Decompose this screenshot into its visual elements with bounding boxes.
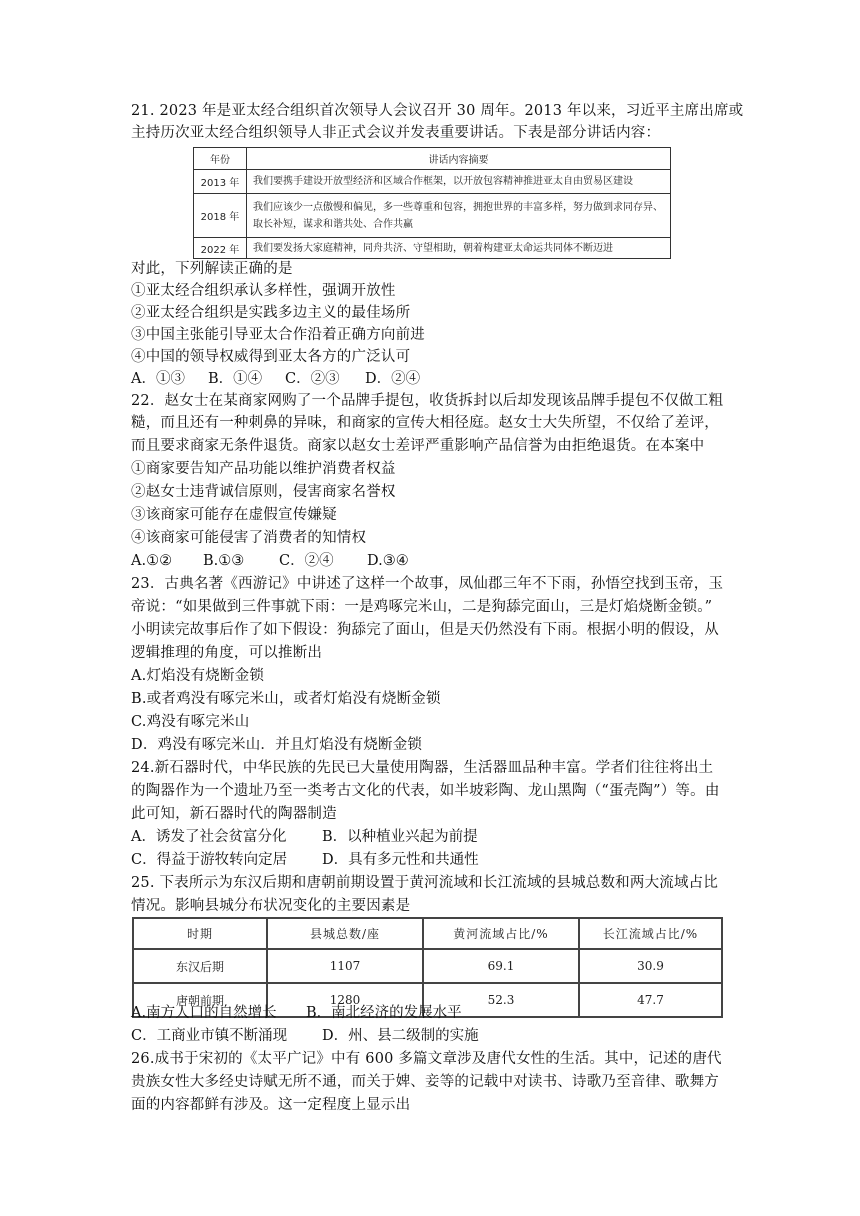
table-cell-content-line-2: 取长补短，谋求和谐共处、合作共赢	[253, 218, 413, 230]
q22-options	[131, 550, 409, 572]
q21-stem-line-2: 主持历次亚太经合组织领导人非正式会议并发表重要讲话。下表是部分讲话内容：	[131, 125, 661, 141]
q21-speech-table	[193, 147, 671, 259]
q22-stem-line-2: 糙，而且还有一种刺鼻的异味，和商家的宣传大相径庭。赵女士大失所望，不仅给了差评，	[131, 415, 719, 431]
table-row	[133, 949, 722, 983]
table-cell-year: 2013 年	[194, 170, 247, 194]
table-header-year: 年份	[194, 148, 247, 170]
option-b[interactable]: B.①③	[203, 553, 245, 569]
option-d[interactable]: D．②④	[365, 371, 421, 387]
table-cell-content: 我们要发扬大家庭精神，同舟共济、守望相助，朝着构建亚太命运共同体不断迈进	[247, 238, 671, 259]
q23-option-c[interactable]: C.鸡没有啄完米山	[131, 714, 250, 730]
q21-statement-4: ④中国的领导权威得到亚太各方的广泛认可	[131, 349, 411, 365]
option-d[interactable]: D．具有多元性和共通性	[322, 852, 479, 868]
q25-options-row-2	[131, 1025, 479, 1047]
table-cell: 69.1	[423, 949, 579, 983]
option-c[interactable]: C．工商业市镇不断涌现	[131, 1028, 288, 1044]
option-a[interactable]: A．诱发了社会贫富分化	[131, 829, 287, 845]
table-cell: 52.3	[423, 983, 579, 1017]
option-c[interactable]: C．②③	[285, 371, 340, 387]
q22-statement-1: ①商家要告知产品功能以维护消费者权益	[131, 461, 396, 477]
q26-stem-line-1: 26.成书于宋初的《太平广记》中有 600 多篇文章涉及唐代女性的生活。其中，记述的唐代	[131, 1051, 722, 1067]
table-row	[194, 194, 671, 238]
q23-stem-line-3: 小明读完故事后作了如下假设：狗舔完了面山，但是天仍然没有下雨。根据小明的假设，从	[131, 622, 719, 638]
q25-stem-line-1: 25. 下表所示为东汉后期和唐朝前期设置于黄河流域和长江流域的县城总数和两大流域占比	[131, 875, 719, 891]
q23-option-b[interactable]: B.或者鸡没有啄完米山，或者灯焰没有烧断金锁	[131, 691, 441, 707]
q23-stem-line-4: 逻辑推理的角度，可以推断出	[131, 645, 323, 661]
option-d[interactable]: D.③④	[367, 553, 409, 569]
q26-stem-line-3: 面的内容都鲜有涉及。这一定程度上显示出	[131, 1097, 411, 1113]
table-cell-content: 我们要携手建设开放型经济和区域合作框架，以开放包容精神推进亚太自由贸易区建设	[247, 170, 671, 194]
table-cell: 唐朝前期	[133, 983, 267, 1017]
q21-options	[131, 368, 420, 390]
q22-statement-3: ③该商家可能存在虚假宣传嫌疑	[131, 507, 337, 523]
option-b[interactable]: B．南北经济的发展水平	[306, 1005, 462, 1021]
table-cell: 1107	[267, 949, 423, 983]
q23-option-a[interactable]: A.灯焰没有烧断金锁	[131, 668, 265, 684]
q26-stem-line-2: 贵族女性大多经史诗赋无所不通，而关于婢、妾等的记载中对读书、诗歌乃至音律、歌舞方	[131, 1074, 719, 1090]
q22-stem-line-1: 22．赵女士在某商家网购了一个品牌手提包，收货拆封以后却发现该品牌手提包不仅做工粗	[131, 393, 724, 409]
table-cell: 东汉后期	[133, 949, 267, 983]
table-cell-year: 2018 年	[194, 194, 247, 238]
table-row	[194, 238, 671, 259]
table-header-period: 时期	[133, 918, 267, 949]
table-header-yangtze: 长江流域占比/%	[579, 918, 722, 949]
q21-stem-line-1: 21. 2023 年是亚太经合组织首次领导人会议召开 30 周年。2013 年以来，习近平主席出席或	[131, 103, 744, 119]
table-row	[194, 170, 671, 194]
q22-statement-2: ②赵女士违背诚信原则，侵害商家名誉权	[131, 484, 396, 500]
option-b[interactable]: B．①④	[208, 371, 263, 387]
q25-options-row-1	[131, 1002, 462, 1024]
q25-stem-line-2: 情况。影响县城分布状况变化的主要因素是	[131, 898, 411, 914]
table-cell-year: 2022 年	[194, 238, 247, 259]
q23-stem-line-2: 帝说：“如果做到三件事就下雨：一是鸡啄完米山，二是狗舔完面山，三是灯焰烧断金锁。”	[131, 599, 713, 615]
option-a[interactable]: A.南方人口的自然增长	[131, 1005, 277, 1021]
q24-options-row-1	[131, 826, 478, 848]
q22-stem-line-3: 而且要求商家无条件退货。商家以赵女士差评严重影响产品信誉为由拒绝退货。在本案中	[131, 438, 705, 454]
q21-statement-2: ②亚太经合组织是实践多边主义的最佳场所	[131, 305, 411, 321]
q21-statement-3: ③中国主张能引导亚太合作沿着正确方向前进	[131, 327, 425, 343]
q23-stem-line-1: 23．古典名著《西游记》中讲述了这样一个故事，凤仙郡三年不下雨，孙悟空找到玉帝，玉	[131, 576, 724, 592]
q24-options-row-2	[131, 849, 479, 871]
option-c[interactable]: C．得益于游牧转向定居	[131, 852, 288, 868]
table-header-total: 县城总数/座	[267, 918, 423, 949]
option-c[interactable]: C．②④	[279, 553, 334, 569]
option-a[interactable]: A．①③	[131, 371, 185, 387]
q23-option-d[interactable]: D．鸡没有啄完米山．并且灯焰没有烧断金锁	[131, 737, 423, 753]
q21-prompt: 对此，下列解读正确的是	[131, 261, 293, 277]
table-cell: 47.7	[579, 983, 722, 1017]
option-d[interactable]: D．州、县二级制的实施	[322, 1028, 479, 1044]
q24-stem-line-2: 的陶器作为一个遗址乃至一类考古文化的代表，如半坡彩陶、龙山黑陶（“蛋壳陶”）等。由	[131, 783, 720, 799]
table-header-yellow-river: 黄河流域占比/%	[423, 918, 579, 949]
option-b[interactable]: B．以种植业兴起为前提	[322, 829, 478, 845]
option-a[interactable]: A.①②	[131, 553, 173, 569]
q22-statement-4: ④该商家可能侵害了消费者的知情权	[131, 530, 367, 546]
table-header-content: 讲话内容摘要	[247, 148, 671, 170]
q24-stem-line-1: 24.新石器时代，中华民族的先民已大量使用陶器，生活器皿品种丰富。学者们往往将出土	[131, 760, 714, 776]
table-cell-content-line-1: 我们应该少一点傲慢和偏见，多一些尊重和包容，拥抱世界的丰富多样，努力做到求同存异、	[253, 201, 663, 213]
table-cell: 30.9	[579, 949, 722, 983]
table-cell-content	[247, 194, 671, 238]
table-cell: 1280	[267, 983, 423, 1017]
q21-statement-1: ①亚太经合组织承认多样性，强调开放性	[131, 283, 396, 299]
q24-stem-line-3: 此可知，新石器时代的陶器制造	[131, 806, 337, 822]
